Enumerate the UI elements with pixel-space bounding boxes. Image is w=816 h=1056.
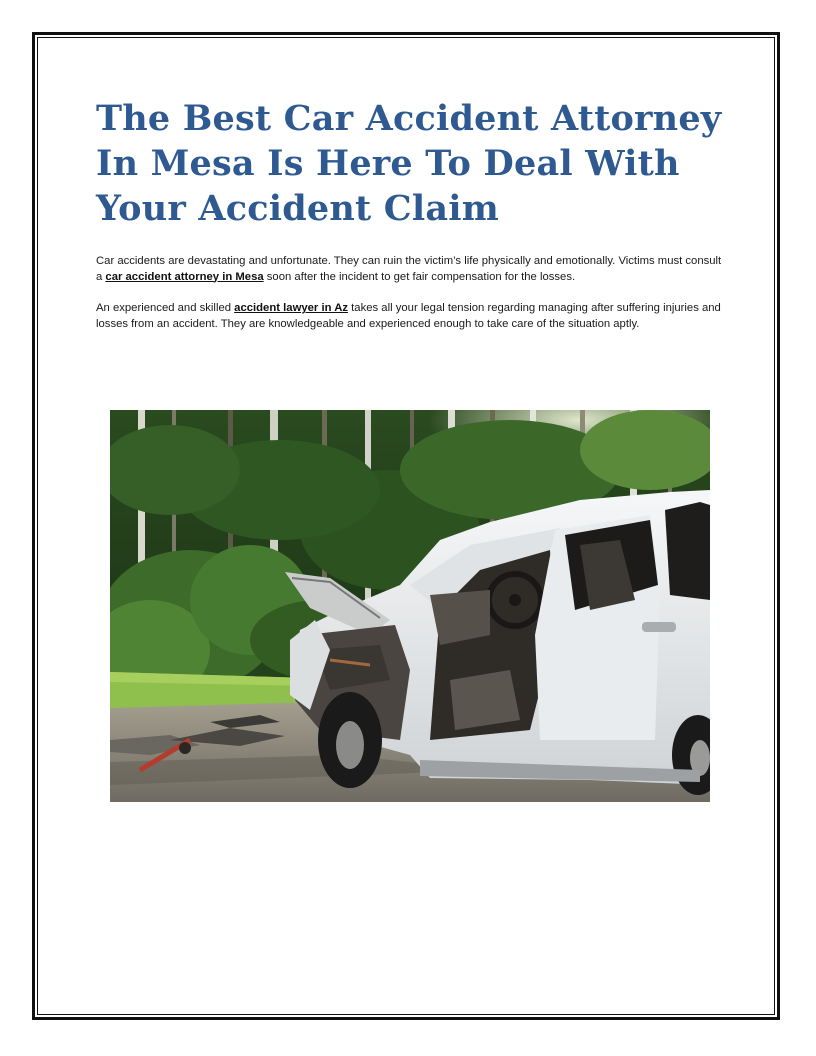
lawyer-text-end: takes all your legal tension regarding managing after suffering injuries and losses from an accident. They are knowledgeable and experienced enough to take care of the situation aptly. bbox=[96, 302, 721, 330]
intro-text-start: Car accidents are devastating and unfortunate. They can ruin the victim’s life physically and emotionally. Victims must consult a bbox=[96, 255, 722, 283]
intro-text-end: soon after the incident to get fair compensation for the losses. bbox=[263, 270, 576, 283]
door-handle bbox=[642, 622, 676, 632]
page-title: The Best Car Accident Attorney In Mesa Is Here To Deal With Your Accident Claim bbox=[96, 98, 722, 229]
intro-paragraph bbox=[96, 254, 726, 285]
car-accident-attorney-link[interactable]: car accident attorney in Mesa bbox=[105, 270, 264, 283]
lawyer-paragraph bbox=[96, 301, 726, 332]
accident-lawyer-link[interactable]: accident lawyer in Az bbox=[234, 302, 349, 314]
lawyer-text-start: An experienced and skilled bbox=[96, 302, 235, 314]
wrecked-car-photo bbox=[110, 410, 710, 802]
